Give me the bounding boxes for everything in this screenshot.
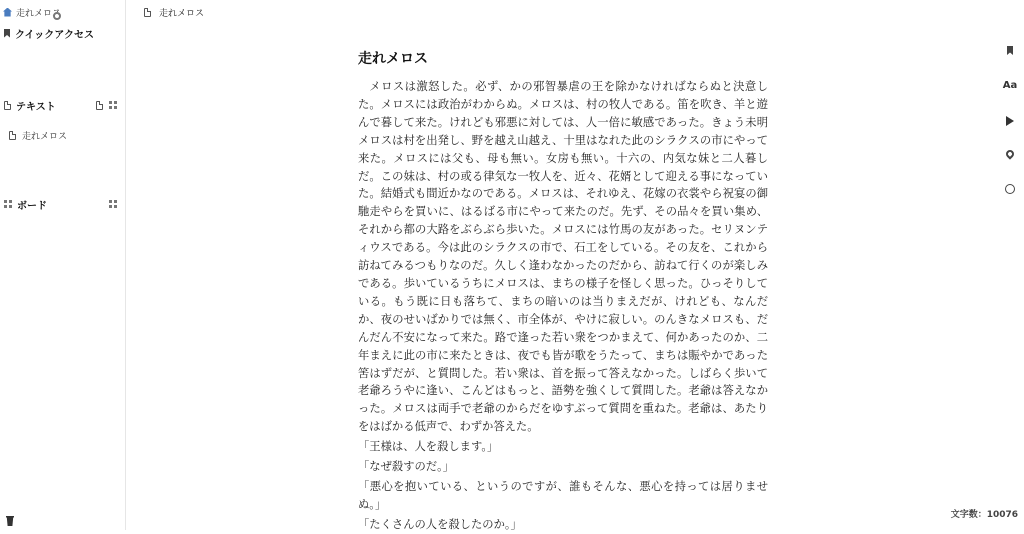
paragraph: 「なぜ殺すのだ。」 [358,460,455,474]
document-icon [144,8,151,17]
document-icon [9,131,16,140]
font-icon: Aa [1002,80,1018,91]
trash-icon[interactable] [6,516,14,526]
quick-access-section[interactable] [0,25,125,41]
bookmark-icon [1007,46,1013,55]
document-body[interactable] [358,78,768,534]
paragraph: メロスは激怒した。必ず、かの邪智暴虐の王を除かなければならぬと決意した。メロスには政治がわからぬ。メロスは、村の牧人である。笛を吹き、羊と遊んで暮して来た。けれども邪悪に対しては、人一倍に敏感であった。きょう未明メロスは村を出発し、野を越え山越え、十里はなれた此のシラクスの市にやって来た。メロスには父も、母も無い。女房も無い。十六の、内気な妹と二人暮しだ。この妹は、村の或る律気な一牧人を、近々、花婿として迎える事になっていた。結婚式も間近かなのである。メロスは、それゆえ、花嫁の衣裳やら祝宴の御馳走やらを買いに、はるばる市にやって来たのだ。先ず、その品々を買い集め、それから都の大路をぶらぶら歩いた。メロスには竹馬の友があった。セリヌンティウスである。今は此のシラクスの市で、石工をしている。その友を、これから訪ねてみるつもりなのだ。久しく逢わなかったのだから、訪ねて行くのが楽しみである。歩いているうちにメロスは、まちの様子を怪しく思った。ひっそりしている。もう既に日も落ちて、まちの暗いのは当りまえだが、けれども、なんだか、夜のせいばかりでは無く、市全体が、やけに寂しい。のんきなメロスも、だんだん不安になって来た。路で逢った若い衆をつかまえて、何かあったのか、二年まえに此の市に来たときは、夜でも皆が歌をうたって、まちは賑やかであった筈はずだが、と質問した。若い衆は、首を振って答えなかった。しばらく歩いて老爺ろうやに逢い、こんどはもっと、語勢を強くして質問した。老爺は答えなかった。メロスは両手で老爺のからだをゆすぶって質問を重ねた。老爺は、あたりをはばかる低声で、わずか答えた。 [358,80,768,434]
tab-hashire-meros[interactable] [144,6,204,19]
grid-icon [4,200,12,208]
gear-icon[interactable] [53,12,61,20]
editor[interactable] [358,48,768,534]
play-button[interactable] [996,116,1024,126]
quick-access-label: クイックアクセス [15,29,94,41]
document-icon [4,101,11,110]
text-section-header[interactable] [0,97,125,113]
history-icon [1005,184,1015,194]
new-folder-icon[interactable] [109,101,117,109]
location-pin-icon [1004,148,1015,159]
character-count: 文字数：10076 [950,510,1018,520]
paragraph: 「悪心を抱いている、というのですが、誰もそんな、悪心を持っては居りませぬ。」 [358,479,768,511]
sidebar [0,0,126,530]
bookmark-button[interactable] [996,46,1024,55]
tab-label: 走れメロス [159,8,205,19]
project-header[interactable] [0,4,125,20]
bookmark-icon [4,29,10,38]
project-name: 走れメロス [16,8,62,19]
sidebar-item-label: 走れメロス [22,131,68,142]
history-button[interactable] [996,184,1024,194]
board-section-header[interactable] [0,196,125,212]
new-file-icon[interactable] [96,101,103,110]
text-section-label: テキスト [16,101,56,113]
document-title: 走れメロス [358,51,428,67]
tab-bar [126,0,1024,24]
font-settings-button[interactable] [996,80,1024,91]
board-section-label: ボード [17,200,47,212]
paragraph: 「たくさんの人を殺したのか。」 [358,517,522,531]
paragraph: 「王様は、人を殺します。」 [358,440,499,454]
location-button[interactable] [996,150,1024,158]
home-icon [3,8,12,17]
play-icon [1006,116,1014,126]
sidebar-item-hashire-meros[interactable] [0,127,125,143]
add-board-icon[interactable] [109,200,117,208]
